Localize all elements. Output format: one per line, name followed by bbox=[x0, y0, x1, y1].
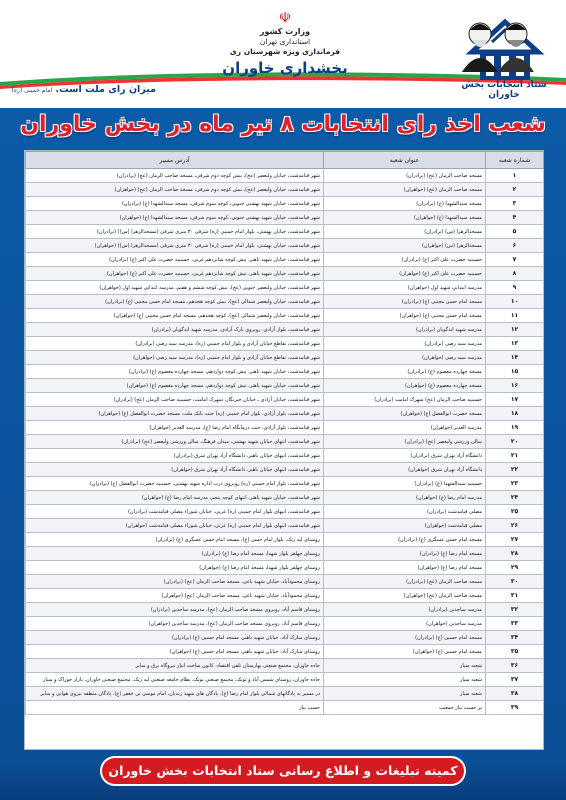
branch-number: ۷ bbox=[486, 253, 544, 267]
table-row bbox=[26, 617, 544, 631]
branch-address: شهر قیامدشت، انتهای خیابان باهنر، دانشگاه آزاد تهران شرق (برادران) bbox=[26, 449, 324, 463]
branch-title: مسجد امام حسین (ع) (برادران) bbox=[324, 631, 486, 645]
branch-address: شهر قیامدشت، خیابان بهشتی، بلوار امام خمینی (ره) شرقی ۳۰ متری شرقی (مسجدالزهرا (س)) (برادران) bbox=[26, 225, 324, 239]
branch-title: مسجدالزهرا (س) (خواهران) bbox=[324, 239, 486, 253]
table-row bbox=[26, 631, 544, 645]
table-row bbox=[26, 379, 544, 393]
branch-title: مدرسه ساجدین (برادران) bbox=[324, 603, 486, 617]
branch-title: مسجد صاحب الزمان (عج) (برادران) bbox=[324, 169, 486, 183]
table-row bbox=[26, 337, 544, 351]
branch-address: جاده خاوران، روستای شمس آباد و توتک، مجتمع صنعتی توتک، نظام جامعه صنعتی لپه زنک، مجتمع صنعتی خاوران، بازار خوراک و سیار bbox=[26, 673, 324, 687]
branch-address: شهر قیامدشت، تقاطع خیابان آزادی و بلوار امام خمینی (ره)، مدرسه سید رضی (برادران) bbox=[26, 337, 324, 351]
table-header-row bbox=[26, 152, 544, 169]
leaders-portrait-icon bbox=[448, 18, 548, 72]
special-governorate-name: فرمانداری ویژه شهرستان ری bbox=[229, 47, 341, 56]
branch-address: در مسیر به پادگانهای شمالی بلوار امام رضا (ع)، پادگان های شهید زندیان، امام موسی بن جعفر (ع)، پادگان منطقه نیروی هوایی و سایر bbox=[26, 687, 324, 701]
branch-number: ۲۵ bbox=[486, 505, 544, 519]
quote-attribution: امام خمینی (ره) bbox=[11, 87, 53, 94]
branch-number: ۲۷ bbox=[486, 533, 544, 547]
branch-address: روستای محمودآباد، خیابان شهید باغی، مسجد صاحب الزمان (عج) (برادران) bbox=[26, 575, 324, 589]
branch-number: ۱۳ bbox=[486, 337, 544, 351]
branch-number: ۳۳ bbox=[486, 617, 544, 631]
branch-number: ۲۴ bbox=[486, 491, 544, 505]
table-row bbox=[26, 645, 544, 659]
branch-number: ۱۵ bbox=[486, 365, 544, 379]
table-row bbox=[26, 659, 544, 673]
table-row bbox=[26, 449, 544, 463]
branch-address: شهر قیامدشت، بلوار امام خمینی (ره) روبروی درب اداره شهید بهشتی، حسینیه حضرت ابوالفضل (ع) (برادران) bbox=[26, 477, 324, 491]
branch-address: شهر قیامدشت، خیابان شهید باهنر، نبش کوچه دوازدهم، مسجد چهارده معصوم (ع) (خواهران) bbox=[26, 379, 324, 393]
branch-title: حسینیه حضرت علی اکبر (ع) (خواهران) bbox=[324, 267, 486, 281]
branch-address: شهر قیامدشت، خیابان شهید بهشتی جنوبی، کوچه سوم شرقی، مسجد سیدالشهدا (ع) (خواهران) bbox=[26, 211, 324, 225]
table-row bbox=[26, 365, 544, 379]
branch-number: ۳۰ bbox=[486, 575, 544, 589]
branch-title: مدرسه ساجدین (خواهران) bbox=[324, 617, 486, 631]
branch-number: ۳۲ bbox=[486, 603, 544, 617]
branch-address: شهر قیامدشت، انتهای بلوار امام خمینی (ره) غربی، خیابان شوراء مصلی قیامدشت (خواهران) bbox=[26, 519, 324, 533]
branch-title: مدرسه سید رضی (خواهران) bbox=[324, 351, 486, 365]
footer-banner: کمیته تبلیغات و اطلاع رسانی ستاد انتخابات بخش خاوران bbox=[102, 758, 464, 784]
page-title: شعب اخذ رای انتخابات ۸ تیر ماه در بخش خاوران bbox=[20, 112, 546, 137]
table-body bbox=[26, 169, 544, 715]
table-row bbox=[26, 477, 544, 491]
branch-address: شهر قیامدشت، بلوار آزادی، روبروی پارک آزادی، مدرسه شهید اندگویان (برادران) bbox=[26, 323, 324, 337]
quote-text: میزان رای ملت است. bbox=[55, 84, 156, 95]
table-row bbox=[26, 239, 544, 253]
branch-title: دانشگاه آزاد تهران شرق (برادران) bbox=[324, 449, 486, 463]
branch-address: شهر قیامدشت، بلوار آزادی، جنب درمانگاه امام رضا (ع)، مدرسه الغدیر (خواهران) bbox=[26, 421, 324, 435]
table-row bbox=[26, 533, 544, 547]
table-row bbox=[26, 701, 544, 715]
table-row bbox=[26, 183, 544, 197]
table-row bbox=[26, 673, 544, 687]
branch-address: شهر قیامدشت، خیابان شهید باهنر، انتهای کوچه پنجم، مدرسه امام رضا (ع) (خواهران) bbox=[26, 491, 324, 505]
logo-caption: ستاد انتخابات بخش خاوران bbox=[461, 80, 547, 100]
branch-number: ۲۲ bbox=[486, 463, 544, 477]
branch-title: مسجد امام رضا (ع) (خواهران) bbox=[324, 561, 486, 575]
table-row bbox=[26, 491, 544, 505]
branch-address: شهر قیامدشت، خیابان ولیعصر (عج)، نبش کوچه دوم شرقی، مسجد صاحب الزمان (عج) (برادران) bbox=[26, 169, 324, 183]
branch-address: شهر قیامدشت، انتهای خیابان باهنر، دانشگاه آزاد تهران شرق (خواهران) bbox=[26, 463, 324, 477]
branch-number: ۴ bbox=[486, 211, 544, 225]
table-row bbox=[26, 225, 544, 239]
table-row bbox=[26, 463, 544, 477]
branch-address: شهر قیامدشت، خیابان ولیعصر (عج)، نبش کوچه دوم شرقی، مسجد صاحب الزمان (عج) (خواهران) bbox=[26, 183, 324, 197]
branch-title: بر حسب نیاز جمعیت bbox=[324, 701, 486, 715]
table-row bbox=[26, 407, 544, 421]
branch-title: مدرسه سید رضی (برادران) bbox=[324, 337, 486, 351]
branch-address: حسب نیاز bbox=[26, 701, 324, 715]
table-row bbox=[26, 211, 544, 225]
table-row bbox=[26, 309, 544, 323]
branch-address: شهر قیامدشت، خیابان ولیعصر جنوبی (عج)، نبش کوچه ششم و هفتم، مدرسه ابتدایی شهید اول (خواهران) bbox=[26, 281, 324, 295]
branch-address: روستای لپه زنک، بلوار امام حسن (ع)، مسجد امام حسن عسگری (ع) (برادران) bbox=[26, 533, 324, 547]
table-row bbox=[26, 575, 544, 589]
table-row bbox=[26, 547, 544, 561]
branch-address: شهر قیامدشت، خیابان آزادی ـ خیابان خیرنگار، شهرک امامت، حسینیه صاحب الزمان (عج) (برادران) bbox=[26, 393, 324, 407]
branch-title: مسجد امام رضا (ع) (برادران) bbox=[324, 547, 486, 561]
branch-number: ۱۴ bbox=[486, 351, 544, 365]
table-row bbox=[26, 519, 544, 533]
branch-title: مدرسه الغدیر (خواهران) bbox=[324, 421, 486, 435]
branch-title: مسجد سیدالشهدا (ع) (خواهران) bbox=[324, 211, 486, 225]
table-row bbox=[26, 169, 544, 183]
ministry-name: وزارت کشور bbox=[259, 27, 311, 36]
branch-address: جاده خاوران، مجتمع صنعتی بهارستان تلفن اقتصاد، کانون ساخت انبار نیروگاه برق و سایر bbox=[26, 659, 324, 673]
branch-title: شعبه سیار bbox=[324, 659, 486, 673]
branch-title: مسجد امام حسین (ع) (خواهران) bbox=[324, 645, 486, 659]
county-office-name: بخشداری خاوران bbox=[222, 59, 348, 77]
branch-address: روستای مبارک آباد، خیابان شهید باهنر، مسجد امام حسین (ع) (برادران) bbox=[26, 631, 324, 645]
branch-number: ۲۹ bbox=[486, 561, 544, 575]
branch-title: مسجدالزهرا (س) (برادران) bbox=[324, 225, 486, 239]
branch-number: ۱۶ bbox=[486, 379, 544, 393]
branch-number: ۱۹ bbox=[486, 421, 544, 435]
table-row bbox=[26, 421, 544, 435]
branch-address: شهر قیامدشت، خیابان ولیعصر شمالی (عج)، کوچه هجدهم، مسجد امام حسن مجتبی (ع) (خواهران) bbox=[26, 309, 324, 323]
branch-title: مسجد سیدالشهدا (ع) (برادران) bbox=[324, 197, 486, 211]
branch-address: شهر قیامدشت، خیابان شهید باهنر، نبش کوچه شانزدهم غربی، حسینیه حضرت علی اکبر (ع) (خواهران) bbox=[26, 267, 324, 281]
branch-title: مسجد صاحب الزمان (عج) (برادران) bbox=[324, 575, 486, 589]
branch-address: شهر قیامدشت، خیابان بهشتی، بلوار امام خمینی (ره) شرقی ۳۰ متری شرقی (مسجدالزهرا (س)) (خواهران) bbox=[26, 239, 324, 253]
table-row bbox=[26, 687, 544, 701]
branch-title: مسجد امام حسن مجتبی (ع) (خواهران) bbox=[324, 309, 486, 323]
branch-address: شهر قیامدشت، خیابان شهید باهنر، نبش کوچه دوازدهم، مسجد چهارده معصوم (ع) (برادران) bbox=[26, 365, 324, 379]
branch-number: ۳۸ bbox=[486, 687, 544, 701]
quote bbox=[6, 84, 156, 95]
table-row bbox=[26, 505, 544, 519]
branch-title: حسینیه حضرت علی اکبر (ع) (برادران) bbox=[324, 253, 486, 267]
branch-address: شهر قیامدشت، انتهای خیابان شهید بهشتی، میدان فرهنگ، سالن ورزشی ولیعصر (عج) (برادران) bbox=[26, 435, 324, 449]
branch-number: ۱۸ bbox=[486, 407, 544, 421]
branch-number: ۲۰ bbox=[486, 435, 544, 449]
polling-stations-table bbox=[24, 150, 544, 750]
branch-address: روستای چهلقز بلوار شهدا، مسجد امام رضا (ع) (خواهران) bbox=[26, 561, 324, 575]
header-branch-number: شماره شعبه bbox=[486, 152, 544, 169]
branch-number: ۳۷ bbox=[486, 673, 544, 687]
header-center bbox=[190, 10, 380, 78]
branch-title: مسجد چهارده معصوم (ع) (برادران) bbox=[324, 365, 486, 379]
branch-title: حسینیه سیدالشهدا (ع) (برادران) bbox=[324, 477, 486, 491]
branch-number: ۲۱ bbox=[486, 449, 544, 463]
header bbox=[0, 0, 566, 108]
branch-number: ۱۰ bbox=[486, 295, 544, 309]
branch-title: مدرسه شهید اندگویان (برادران) bbox=[324, 323, 486, 337]
table-row bbox=[26, 435, 544, 449]
branch-title: شعبه سیار bbox=[324, 687, 486, 701]
branch-address: شهر قیامدشت، خیابان شهید باهنر، نبش کوچه شانزدهم غربی، حسینیه حضرت علی اکبر (ع) (برادران) bbox=[26, 253, 324, 267]
branch-address: شهر قیامدشت، خیابان شهید بهشتی جنوبی، کوچه سوم شرقی، مسجد سیدالشهدا (ع) (برادران) bbox=[26, 197, 324, 211]
header-address: آدرس مسیر bbox=[26, 152, 324, 169]
table-row bbox=[26, 393, 544, 407]
branch-number: ۳۵ bbox=[486, 645, 544, 659]
table-row bbox=[26, 267, 544, 281]
table-row bbox=[26, 253, 544, 267]
header-branch-title: عنوان شعبه bbox=[324, 152, 486, 169]
table-row bbox=[26, 589, 544, 603]
branch-title: سالن ورزشی ولیعصر (عج) (برادران) bbox=[324, 435, 486, 449]
table-row bbox=[26, 351, 544, 365]
table-row bbox=[26, 561, 544, 575]
branch-title: مسجد صاحب الزمان (عج) (خواهران) bbox=[324, 183, 486, 197]
branch-number: ۱۷ bbox=[486, 393, 544, 407]
branch-title: مسجد صاحب الزمان (عج) (خواهران) bbox=[324, 589, 486, 603]
branch-address: شهر قیامدشت، بلوار آزادی، بلوار امام خمینی (ره) جنب بانک ملت، مسجد حضرت ابوالفضل (ع) (خواهران) bbox=[26, 407, 324, 421]
branch-number: ۲۳ bbox=[486, 477, 544, 491]
branch-title: مدرسه ابتدایی شهید اول (خواهران) bbox=[324, 281, 486, 295]
branch-number: ۱ bbox=[486, 169, 544, 183]
branch-number: ۹ bbox=[486, 281, 544, 295]
branch-address: شهر قیامدشت، خیابان ولیعصر شمالی (عج)، نبش کوچه هجدهم، مسجد امام حسن مجتبی (ع) (برادران) bbox=[26, 295, 324, 309]
branch-title: مسجد حضرت ابوالفضل (ع) (خواهران) bbox=[324, 407, 486, 421]
iran-emblem-icon: ☫ bbox=[278, 10, 292, 26]
table-row bbox=[26, 197, 544, 211]
table-row bbox=[26, 295, 544, 309]
branch-number: ۳۱ bbox=[486, 589, 544, 603]
branch-number: ۶ bbox=[486, 239, 544, 253]
branch-number: ۲۸ bbox=[486, 547, 544, 561]
branch-number: ۳۹ bbox=[486, 701, 544, 715]
governorate-name: استانداری تهران bbox=[259, 37, 311, 46]
branch-number: ۲۶ bbox=[486, 519, 544, 533]
branch-title: مسجد امام حسن مجتبی (ع) (برادران) bbox=[324, 295, 486, 309]
branch-title: مصلی قیامدشت (خواهران) bbox=[324, 519, 486, 533]
branch-address: شهر قیامدشت، انتهای بلوار امام خمینی (ره) غربی، خیابان شوراء مصلی قیامدشت (برادران) bbox=[26, 505, 324, 519]
branch-title: مسجد امام حسن عسگری (ع) (برادران) bbox=[324, 533, 486, 547]
branch-address: روستای مبارک آباد، خیابان شهید باهنر، مسجد امام حسین (ع) (خواهران) bbox=[26, 645, 324, 659]
table-row bbox=[26, 323, 544, 337]
branch-number: ۱۱ bbox=[486, 309, 544, 323]
branch-title: دانشگاه آزاد تهران شرق (خواهران) bbox=[324, 463, 486, 477]
branch-number: ۵ bbox=[486, 225, 544, 239]
branch-address: روستای محمودآباد، خیابان شهید باغی، مسجد صاحب الزمان (عج) (خواهران) bbox=[26, 589, 324, 603]
table-row bbox=[26, 603, 544, 617]
branch-title: حسینیه صاحب الزمان (عج) شهرک امامت (برادران) bbox=[324, 393, 486, 407]
branch-address: شهر قیامدشت، تقاطع خیابان آزادی و بلوار امام خمینی (ره)، مدرسه سید رضی (خواهران) bbox=[26, 351, 324, 365]
branch-title: شعبه سیار bbox=[324, 673, 486, 687]
branch-number: ۳۶ bbox=[486, 659, 544, 673]
branch-number: ۱۲ bbox=[486, 323, 544, 337]
branch-number: ۳ bbox=[486, 197, 544, 211]
branch-address: روستای قاسم آباد، روبروی مسجد صاحب الزمان (عج)، مدرسه ساجدین (خواهران) bbox=[26, 617, 324, 631]
branch-number: ۸ bbox=[486, 267, 544, 281]
branch-number: ۳۴ bbox=[486, 631, 544, 645]
branch-title: مصلی قیامدشت (برادران) bbox=[324, 505, 486, 519]
table-row bbox=[26, 281, 544, 295]
branch-address: روستای قاسم آباد، روبروی مسجد صاحب الزمان (عج)، مدرسه ساجدین (برادران) bbox=[26, 603, 324, 617]
branch-number: ۲ bbox=[486, 183, 544, 197]
branch-title: مدرسه امام رضا (ع) (خواهران) bbox=[324, 491, 486, 505]
branch-title: مسجد چهارده معصوم (ع) (خواهران) bbox=[324, 379, 486, 393]
branch-address: روستای چهلقز بلوار شهدا، مسجد امام رضا (ع) (برادران) bbox=[26, 547, 324, 561]
